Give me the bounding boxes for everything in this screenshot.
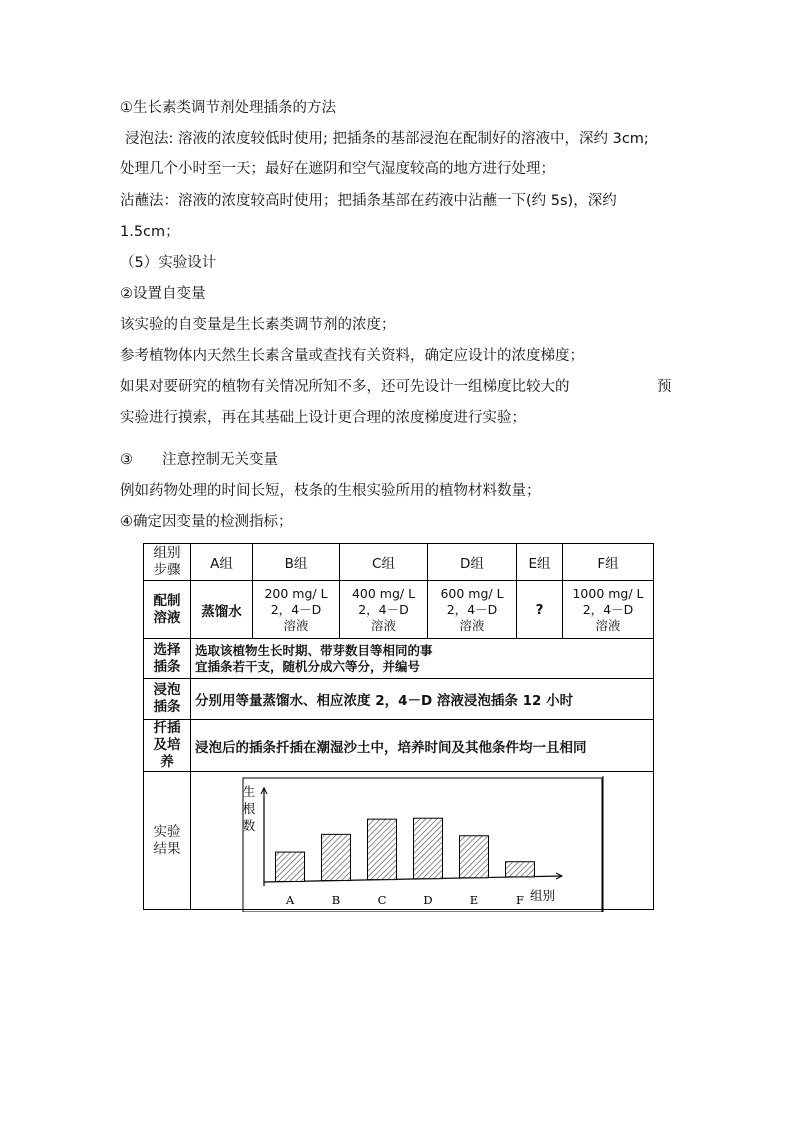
row-label-cultivate <box>144 720 191 772</box>
cell-cultivate: 浸泡后的插条扦插在潮湿沙土中，培养时间及其他条件均一且相同 <box>191 720 654 772</box>
result-chart-container <box>191 776 653 906</box>
cell-select <box>191 639 654 679</box>
cell-soak: 分别用等量蒸馏水、相应浓度 2，4－D 溶液浸泡插条 12 小时 <box>191 679 654 720</box>
row-label-line: 结果 <box>153 840 181 857</box>
row-label-line: 插条 <box>153 699 181 715</box>
table-row-soak <box>144 679 654 720</box>
bar-C <box>368 819 397 879</box>
experiment-design-heading: （5）实验设计 <box>120 255 217 271</box>
solution-label: 溶液 <box>595 617 621 633</box>
bar-B <box>322 834 351 880</box>
row-label-line: 实验 <box>153 823 181 840</box>
cell-prepare-a: 蒸馏水 <box>191 581 253 639</box>
bar-F <box>506 861 535 876</box>
table-row-result <box>144 772 654 910</box>
pre-experiment-text-2: 实验进行摸索，再在其基础上设计更合理的浓度梯度进行实验； <box>120 410 526 426</box>
dip-method-text: 沾蘸法：溶液的浓度较高时使用；把插条基部在药液中沾蘸一下(约 5s)，深约 <box>120 193 617 209</box>
group-header-e: E组 <box>517 544 563 581</box>
pre-experiment-text-end: 预 <box>657 379 672 395</box>
select-text-line: 选取该植物生长时期、带芽数目等相同的事 <box>195 642 433 658</box>
row-label-soak <box>144 679 191 720</box>
pre-experiment-text: 如果对要研究的植物有关情况所知不多，还可先设计一组梯度比较大的 <box>120 379 570 395</box>
experiment-table <box>143 543 654 910</box>
concentration: 200 mg/ L <box>264 585 328 601</box>
corner-top: 组别 <box>153 545 181 561</box>
select-text-line: 宜插条若干支，随机分成六等分，并编号 <box>195 658 421 674</box>
row-label-line: 选择 <box>153 641 181 658</box>
row-label-line: 配制 <box>153 592 181 609</box>
dip-method-text-2: 1.5cm； <box>120 224 180 240</box>
y-axis-label-char: 根 <box>242 800 256 816</box>
control-variable-text: 例如药物处理的时间长短，枝条的生根实验所用的植物材料数量； <box>120 483 541 499</box>
cell-prepare-f <box>563 581 654 639</box>
reagent: 2，4－D <box>358 601 409 617</box>
row-label-line: 浸泡 <box>153 682 181 698</box>
solution-label: 溶液 <box>370 617 396 633</box>
independent-variable-text: 该实验的自变量是生长素类调节剂的浓度； <box>120 317 396 333</box>
row-label-select <box>144 639 191 679</box>
concentration: 400 mg/ L <box>351 585 416 601</box>
control-variable-heading: 注意控制无关变量 <box>162 452 278 468</box>
x-tick-label-B: B <box>331 892 341 907</box>
y-axis-label-char: 数 <box>242 817 256 833</box>
concentration: 1000 mg/ L <box>572 585 644 601</box>
solution-label: 溶液 <box>283 617 309 633</box>
y-axis-label-char: 生 <box>242 783 256 799</box>
control-variable-number: ③ <box>120 452 133 468</box>
table-row-select <box>144 639 654 679</box>
cell-prepare-e: ? <box>517 581 563 639</box>
table-row-prepare <box>144 581 654 639</box>
soak-method-text: 浸泡法: 溶液的浓度较低时使用; 把插条的基部浸泡在配制好的溶液中，深约 3cm; <box>125 131 649 147</box>
x-tick-label-F: F <box>516 892 524 907</box>
group-header-a: A组 <box>191 544 253 581</box>
concentration: 600 mg/ L <box>440 585 504 601</box>
x-tick-label-C: C <box>377 892 387 907</box>
row-label-prepare <box>144 581 191 639</box>
row-label-result <box>144 772 191 910</box>
row-label-line: 及培养 <box>153 737 181 770</box>
x-tick-label-D: D <box>423 892 433 907</box>
row-label-line: 扦插 <box>153 720 181 736</box>
reagent: 2，4－D <box>270 601 322 617</box>
independent-variable-heading: ②设置自变量 <box>120 286 206 302</box>
soak-method-text-2: 处理几个小时至一天；最好在遮阴和空气湿度较高的地方进行处理； <box>120 161 555 177</box>
cell-prepare-b <box>253 581 340 639</box>
table-header-row <box>144 544 654 581</box>
cell-result <box>191 772 654 910</box>
method-heading: ①生长素类调节剂处理插条的方法 <box>120 100 336 116</box>
result-bar-chart <box>191 776 653 912</box>
bar-D <box>414 818 443 878</box>
solution-label: 溶液 <box>459 617 485 633</box>
group-header-d: D组 <box>428 544 517 581</box>
x-tick-label-A: A <box>285 892 295 907</box>
group-header-c: C组 <box>340 544 428 581</box>
bar-A <box>276 852 305 881</box>
cell-prepare-d <box>428 581 517 639</box>
row-label-line: 溶液 <box>153 609 181 626</box>
x-tick-label-E: E <box>469 892 479 907</box>
table-row-cultivate <box>144 720 654 772</box>
gradient-text: 参考植物体内天然生长素含量或查找有关资料，确定应设计的浓度梯度； <box>120 348 584 364</box>
x-axis-label: 组别 <box>530 887 556 903</box>
row-label-line: 插条 <box>153 658 181 675</box>
reagent: 2，4－D <box>446 601 498 617</box>
bar-E <box>460 835 489 877</box>
cell-prepare-c <box>340 581 428 639</box>
corner-bottom: 步骤 <box>153 562 181 578</box>
corner-cell <box>144 544 191 581</box>
reagent: 2，4－D <box>582 601 634 617</box>
dependent-variable-heading: ④确定因变量的检测指标； <box>120 514 293 530</box>
group-header-b: B组 <box>253 544 340 581</box>
group-header-f: F组 <box>563 544 654 581</box>
